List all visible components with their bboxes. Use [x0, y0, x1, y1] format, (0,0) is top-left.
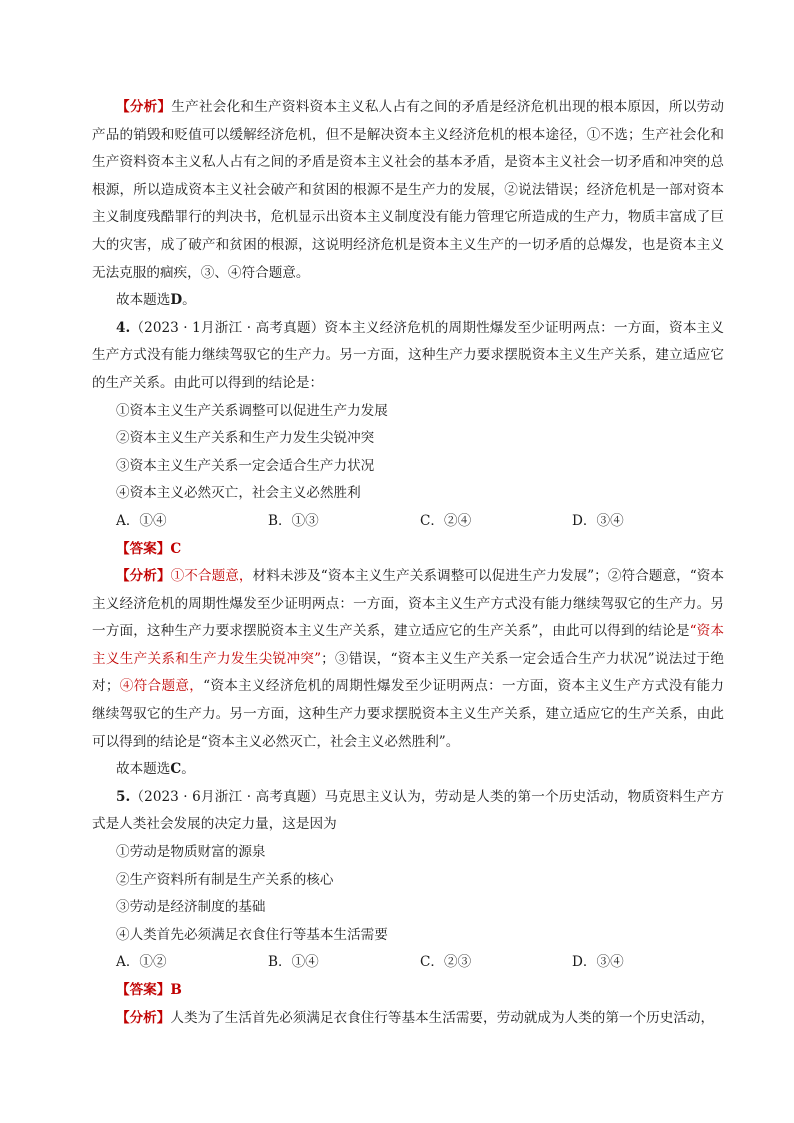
answer-value: B — [170, 982, 182, 998]
analysis-tag: 【分析】 — [116, 568, 171, 585]
analysis-highlight: ④符合题意， — [119, 678, 204, 695]
analysis-text: 生产社会化和生产资料资本主义私人占有之间的矛盾是经济危机出现的根本原因，所以劳动产品的销毁和贬值可以缓解经济危机，但不是解决资本主义经济危机的根本途径，①不选；生产社会化和生产资料资本主义私人占有之间的矛盾是资本主义社会的基本矛盾，是资本主义社会一切矛盾和冲突的总根源，所以造成资本主义社会破产和贫困的根源不是生产力的发展，②说法错误；经济危机是一部对资本主义制度残酷罪行的判决书，危机显示出资本主义制度没有能力管理它所造成的生产力，物质丰富成了巨大的灾害，成了破产和贫困的根源，这说明经济危机是资本主义生产的一切矛盾的总爆发，也是资本主义无法克服的痼疾，③、④符合题意。 — [92, 99, 725, 281]
q5-option-2: ②生产资料所有制是生产关系的核心 — [116, 871, 334, 888]
q3-analysis — [92, 94, 724, 287]
choice-b: B．①④ — [268, 954, 319, 971]
choice-a: A．①② — [116, 954, 167, 971]
question-source: （2023 · 1月浙江 · 高考真题） — [130, 319, 325, 336]
q4-stem — [92, 315, 724, 398]
q5-choices — [116, 949, 724, 977]
choice-a: A．①④ — [116, 512, 167, 529]
question-number: 5. — [116, 788, 131, 805]
question-source: （2023 · 6月浙江 · 高考真题） — [130, 788, 325, 805]
q4-option-3: ③资本主义生产关系一定会适合生产力状况 — [116, 457, 375, 474]
choice-b: B．①③ — [268, 512, 319, 529]
q5-option-4: ④人类首先必须满足衣食住行等基本生活需要 — [116, 926, 388, 943]
analysis-highlight: “资本主义生产关系和生产力发生尖锐冲突” — [92, 623, 724, 667]
q3-conclusion — [92, 287, 724, 315]
document-page — [92, 94, 724, 1032]
q4-option-2: ②资本主义生产关系和生产力发生尖锐冲突 — [116, 430, 375, 447]
analysis-text: 材料未涉及“资本主义生产关系调整可以促进生产力发展”；②符合题意，“资本主义经济危机的周期性爆发至少证明两点：一方面，资本主义生产方式没有能力继续驾驭它的生产力。另一方面，这种生产力要求摆脱资本主义生产关系，建立适应它的生产关系”，由此可以得到的结论是 — [92, 568, 725, 640]
conclusion-suffix: 。 — [182, 292, 196, 309]
choice-d: D．③④ — [572, 512, 624, 529]
question-number: 4. — [116, 319, 131, 336]
analysis-tag: 【分析】 — [116, 1009, 171, 1026]
question-text: 马克思主义认为，劳动是人类的第一个历史活动，物质资料生产方式是人类社会发展的决定力量，这是因为 — [92, 788, 724, 833]
q4-analysis — [92, 563, 724, 756]
conclusion-answer: D — [170, 292, 183, 309]
answer-tag: 【答案】 — [116, 982, 171, 998]
choice-d: D．③④ — [572, 954, 624, 971]
conclusion-prefix: 故本题选 — [116, 761, 171, 778]
q5-option-1: ①劳动是物质财富的源泉 — [116, 844, 266, 861]
q5-answer — [92, 977, 724, 1005]
q4-option-4: ④资本主义必然灭亡，社会主义必然胜利 — [116, 485, 361, 502]
analysis-highlight: ①不合题意， — [170, 568, 253, 585]
analysis-tag: 【分析】 — [116, 99, 172, 115]
conclusion-suffix: 。 — [181, 761, 195, 778]
conclusion-prefix: 故本题选 — [116, 292, 171, 309]
q4-option-1: ①资本主义生产关系调整可以促进生产力发展 — [116, 402, 388, 419]
q4-conclusion — [92, 756, 724, 784]
answer-value: C — [170, 540, 182, 557]
choice-c: C．②③ — [420, 954, 472, 971]
analysis-text: ；③错误，“资本主义生产关系一定会适合生产力状况”说法过于绝对； — [92, 650, 724, 695]
q4-answer — [92, 536, 724, 564]
conclusion-answer: C — [170, 761, 182, 778]
question-text: 资本主义经济危机的周期性爆发至少证明两点：一方面，资本主义生产方式没有能力继续驾驭它的生产力。另一方面，这种生产力要求摆脱资本主义生产关系，建立适应它的生产关系。由此可以得到的结论是： — [92, 319, 724, 391]
q5-analysis — [92, 1005, 724, 1033]
analysis-text: “资本主义经济危机的周期性爆发至少证明两点：一方面，资本主义生产方式没有能力继续驾驭它的生产力。另一方面，这种生产力要求摆脱资本主义生产关系，建立适应它的生产关系，由此可以得到的结论是“资本主义必然灭亡，社会主义必然胜利”。 — [92, 678, 724, 750]
q4-choices — [116, 508, 724, 536]
q5-option-3: ③劳动是经济制度的基础 — [116, 899, 266, 916]
analysis-text: 人类为了生活首先必须满足衣食住行等基本生活需要，劳动就成为人类的第一个历史活动， — [170, 1009, 715, 1026]
q5-stem — [92, 784, 724, 839]
answer-tag: 【答案】 — [116, 540, 171, 557]
choice-c: C．②④ — [420, 512, 472, 529]
